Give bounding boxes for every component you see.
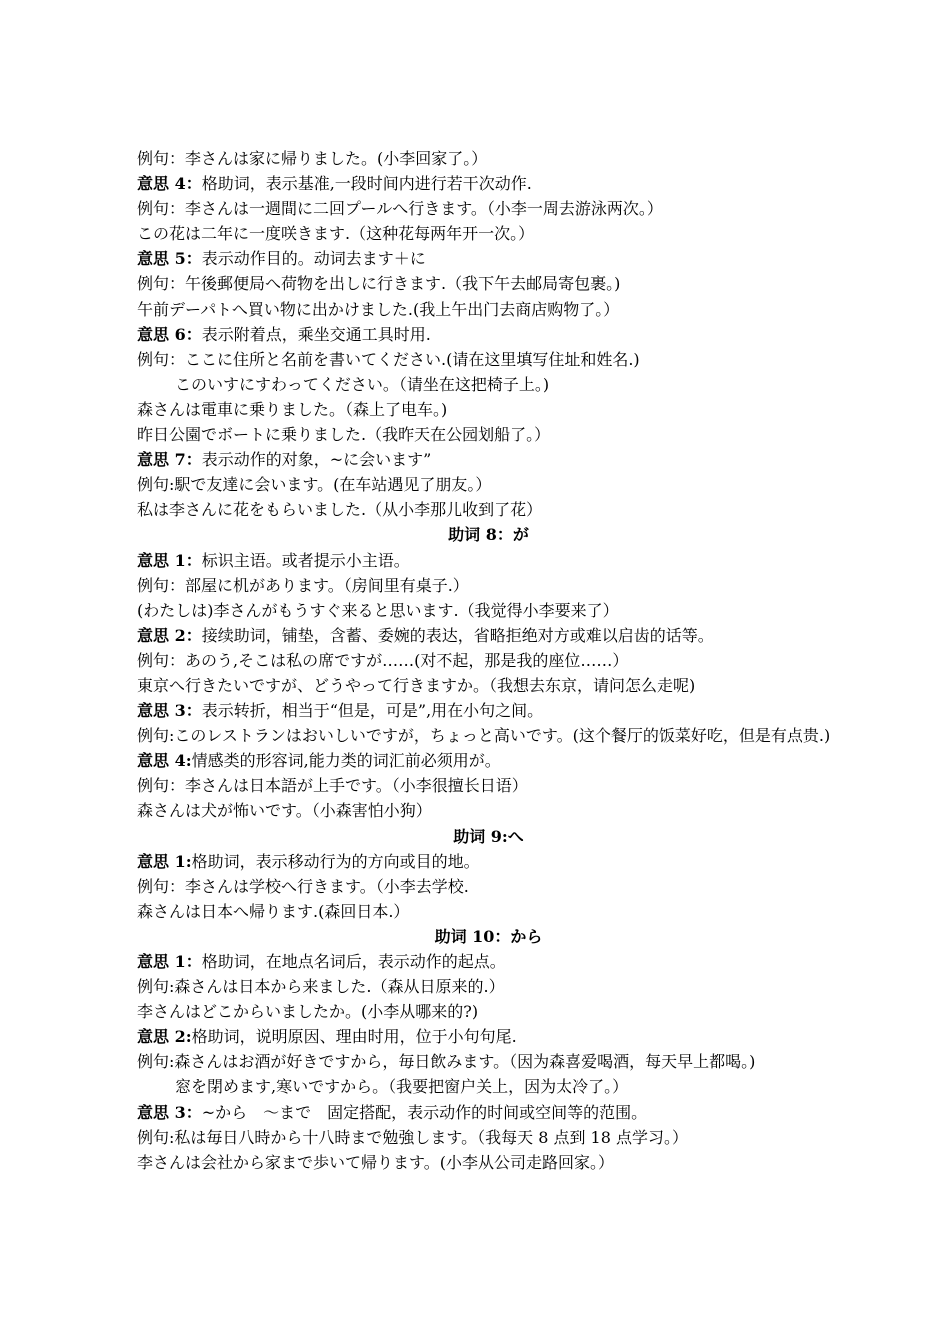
example-line: 例句：李さんは学校へ行きます。（小李去学校. <box>137 876 469 896</box>
section-heading: 助词 9:へ <box>453 826 524 846</box>
meaning-line <box>137 447 840 472</box>
meaning-text: 格助词，表示基准,一段时间内进行若干次动作. <box>201 174 532 194</box>
meaning-text: 标识主语。或者提示小主语。 <box>201 550 410 570</box>
section-heading: 助词 8：が <box>448 525 529 545</box>
example-line: 窓を閉めます,寒いですから。（我要把窗户关上，因为太冷了。） <box>175 1077 629 1097</box>
example-line: 李さんはどこからいましたか。(小李从哪来的?) <box>137 1002 479 1022</box>
meaning-label: 意思 4： <box>137 174 202 194</box>
meaning-line <box>137 171 840 196</box>
meaning-line <box>137 849 840 874</box>
example-line: 私は李さんに花をもらいました.（从小李那儿收到了花） <box>137 500 543 520</box>
example-line: 例句:森さんは日本から来ました.（森从日原来的.） <box>137 977 505 997</box>
example-line: このいすにすわってください。（请坐在这把椅子上。) <box>175 374 550 394</box>
meaning-label: 意思 3： <box>137 1102 202 1122</box>
meaning-label: 意思 2： <box>137 625 202 645</box>
example-line: 昨日公園でボートに乗りました.（我昨天在公园划船了。） <box>137 425 551 445</box>
example-line: 李さんは会社から家まで歩いて帰ります。(小李从公司走路回家。） <box>137 1152 614 1172</box>
example-line: 例句:私は毎日八時から十八時まで勉強します。（我每天 8 点到 18 点学习。） <box>137 1127 688 1147</box>
example-line: 例句:駅で友達に会います。(在车站遇见了朋友。） <box>137 475 492 495</box>
meaning-line <box>137 322 840 347</box>
meaning-line <box>137 1100 840 1125</box>
example-line: この花は二年に一度咲きます.（这种花每两年开一次。） <box>137 224 535 244</box>
example-line: 午前デーパトへ買い物に出かけました.(我上午出门去商店购物了。） <box>137 299 620 319</box>
meaning-label: 意思 6： <box>137 324 202 344</box>
meaning-label: 意思 1: <box>137 851 192 871</box>
meaning-label: 意思 1： <box>137 952 202 971</box>
meaning-line <box>137 1024 840 1049</box>
example-line: 森さんは日本へ帰ります.(森回日本.） <box>137 901 410 921</box>
meaning-line <box>137 949 840 974</box>
meaning-label: 意思 7： <box>137 450 202 470</box>
example-line: 例句：李さんは日本語が上手です。（小李很擅长日语） <box>137 776 528 796</box>
meaning-line <box>137 748 840 773</box>
meaning-text: 接续助词，铺垫，含蓄、委婉的表达，省略拒绝对方或难以启齿的话等。 <box>201 625 714 645</box>
meaning-line <box>137 698 840 723</box>
meaning-text: 表示附着点，乘坐交通工具时用. <box>201 324 431 344</box>
meaning-label: 意思 1： <box>137 550 202 570</box>
meaning-text: 格助词，在地点名词后，表示动作的起点。 <box>201 952 506 971</box>
meaning-text: 情感类的形容词,能力类的词汇前必须用が。 <box>191 751 501 771</box>
meaning-text: 格助词，说明原因、理由时用，位于小句句尾. <box>191 1027 517 1047</box>
example-line: 森さんは電車に乗りました。（森上了电车。) <box>137 399 448 419</box>
meaning-line <box>137 623 840 648</box>
example-line: 例句：あのう,そこは私の席ですが……(对不起，那是我的座位……） <box>137 650 629 670</box>
document-page <box>137 146 840 1175</box>
meaning-text: ~から ～まで 固定搭配，表示动作的时间或空间等的范围。 <box>201 1102 648 1122</box>
meaning-text: 表示动作的对象，~に会います” <box>201 450 432 470</box>
example-line: 例句：午後郵便局へ荷物を出しに行きます.（我下午去邮局寄包裹。) <box>137 274 621 294</box>
example-line: 例句：李さんは一週間に二回プールへ行きます。（小李一周去游泳两次。） <box>137 199 663 219</box>
meaning-label: 意思 3： <box>137 701 202 721</box>
example-line: (わたしは)李さんがもうすぐ来ると思います.（我觉得小李要来了） <box>137 600 619 620</box>
meaning-label: 意思 5： <box>137 249 202 269</box>
meaning-line <box>137 548 840 573</box>
example-line: 例句：ここに住所と名前を書いてください.(请在这里填写住址和姓名.) <box>137 349 640 369</box>
meaning-label: 意思 4: <box>137 751 192 771</box>
example-line: 例句:このレストランはおいしいですが，ちょっと高いです。(这个餐厅的饭菜好吃，但是有点贵.) <box>137 726 831 746</box>
meaning-text: 表示转折，相当于“但是，可是”,用在小句之间。 <box>201 701 544 721</box>
section-heading: 助词 10：から <box>434 926 543 946</box>
example-line: 森さんは犬が怖いです。（小森害怕小狗） <box>137 801 432 821</box>
meaning-text: 格助词，表示移动行为的方向或目的地。 <box>191 851 480 871</box>
example-line: 例句：李さんは家に帰りました。(小李回家了。） <box>137 149 488 168</box>
example-line: 例句:森さんはお酒が好きですから，毎日飲みます。（因为森喜爱喝酒，每天早上都喝。) <box>137 1052 756 1072</box>
meaning-line <box>137 246 840 271</box>
meaning-text: 表示动作目的。动词去ます＋に <box>201 249 426 269</box>
meaning-label: 意思 2: <box>137 1027 192 1047</box>
example-line: 例句：部屋に机があります。（房间里有桌子.） <box>137 575 469 595</box>
example-line: 東京へ行きたいですが、どうやって行きますか。（我想去东京，请问怎么走呢) <box>137 675 696 695</box>
